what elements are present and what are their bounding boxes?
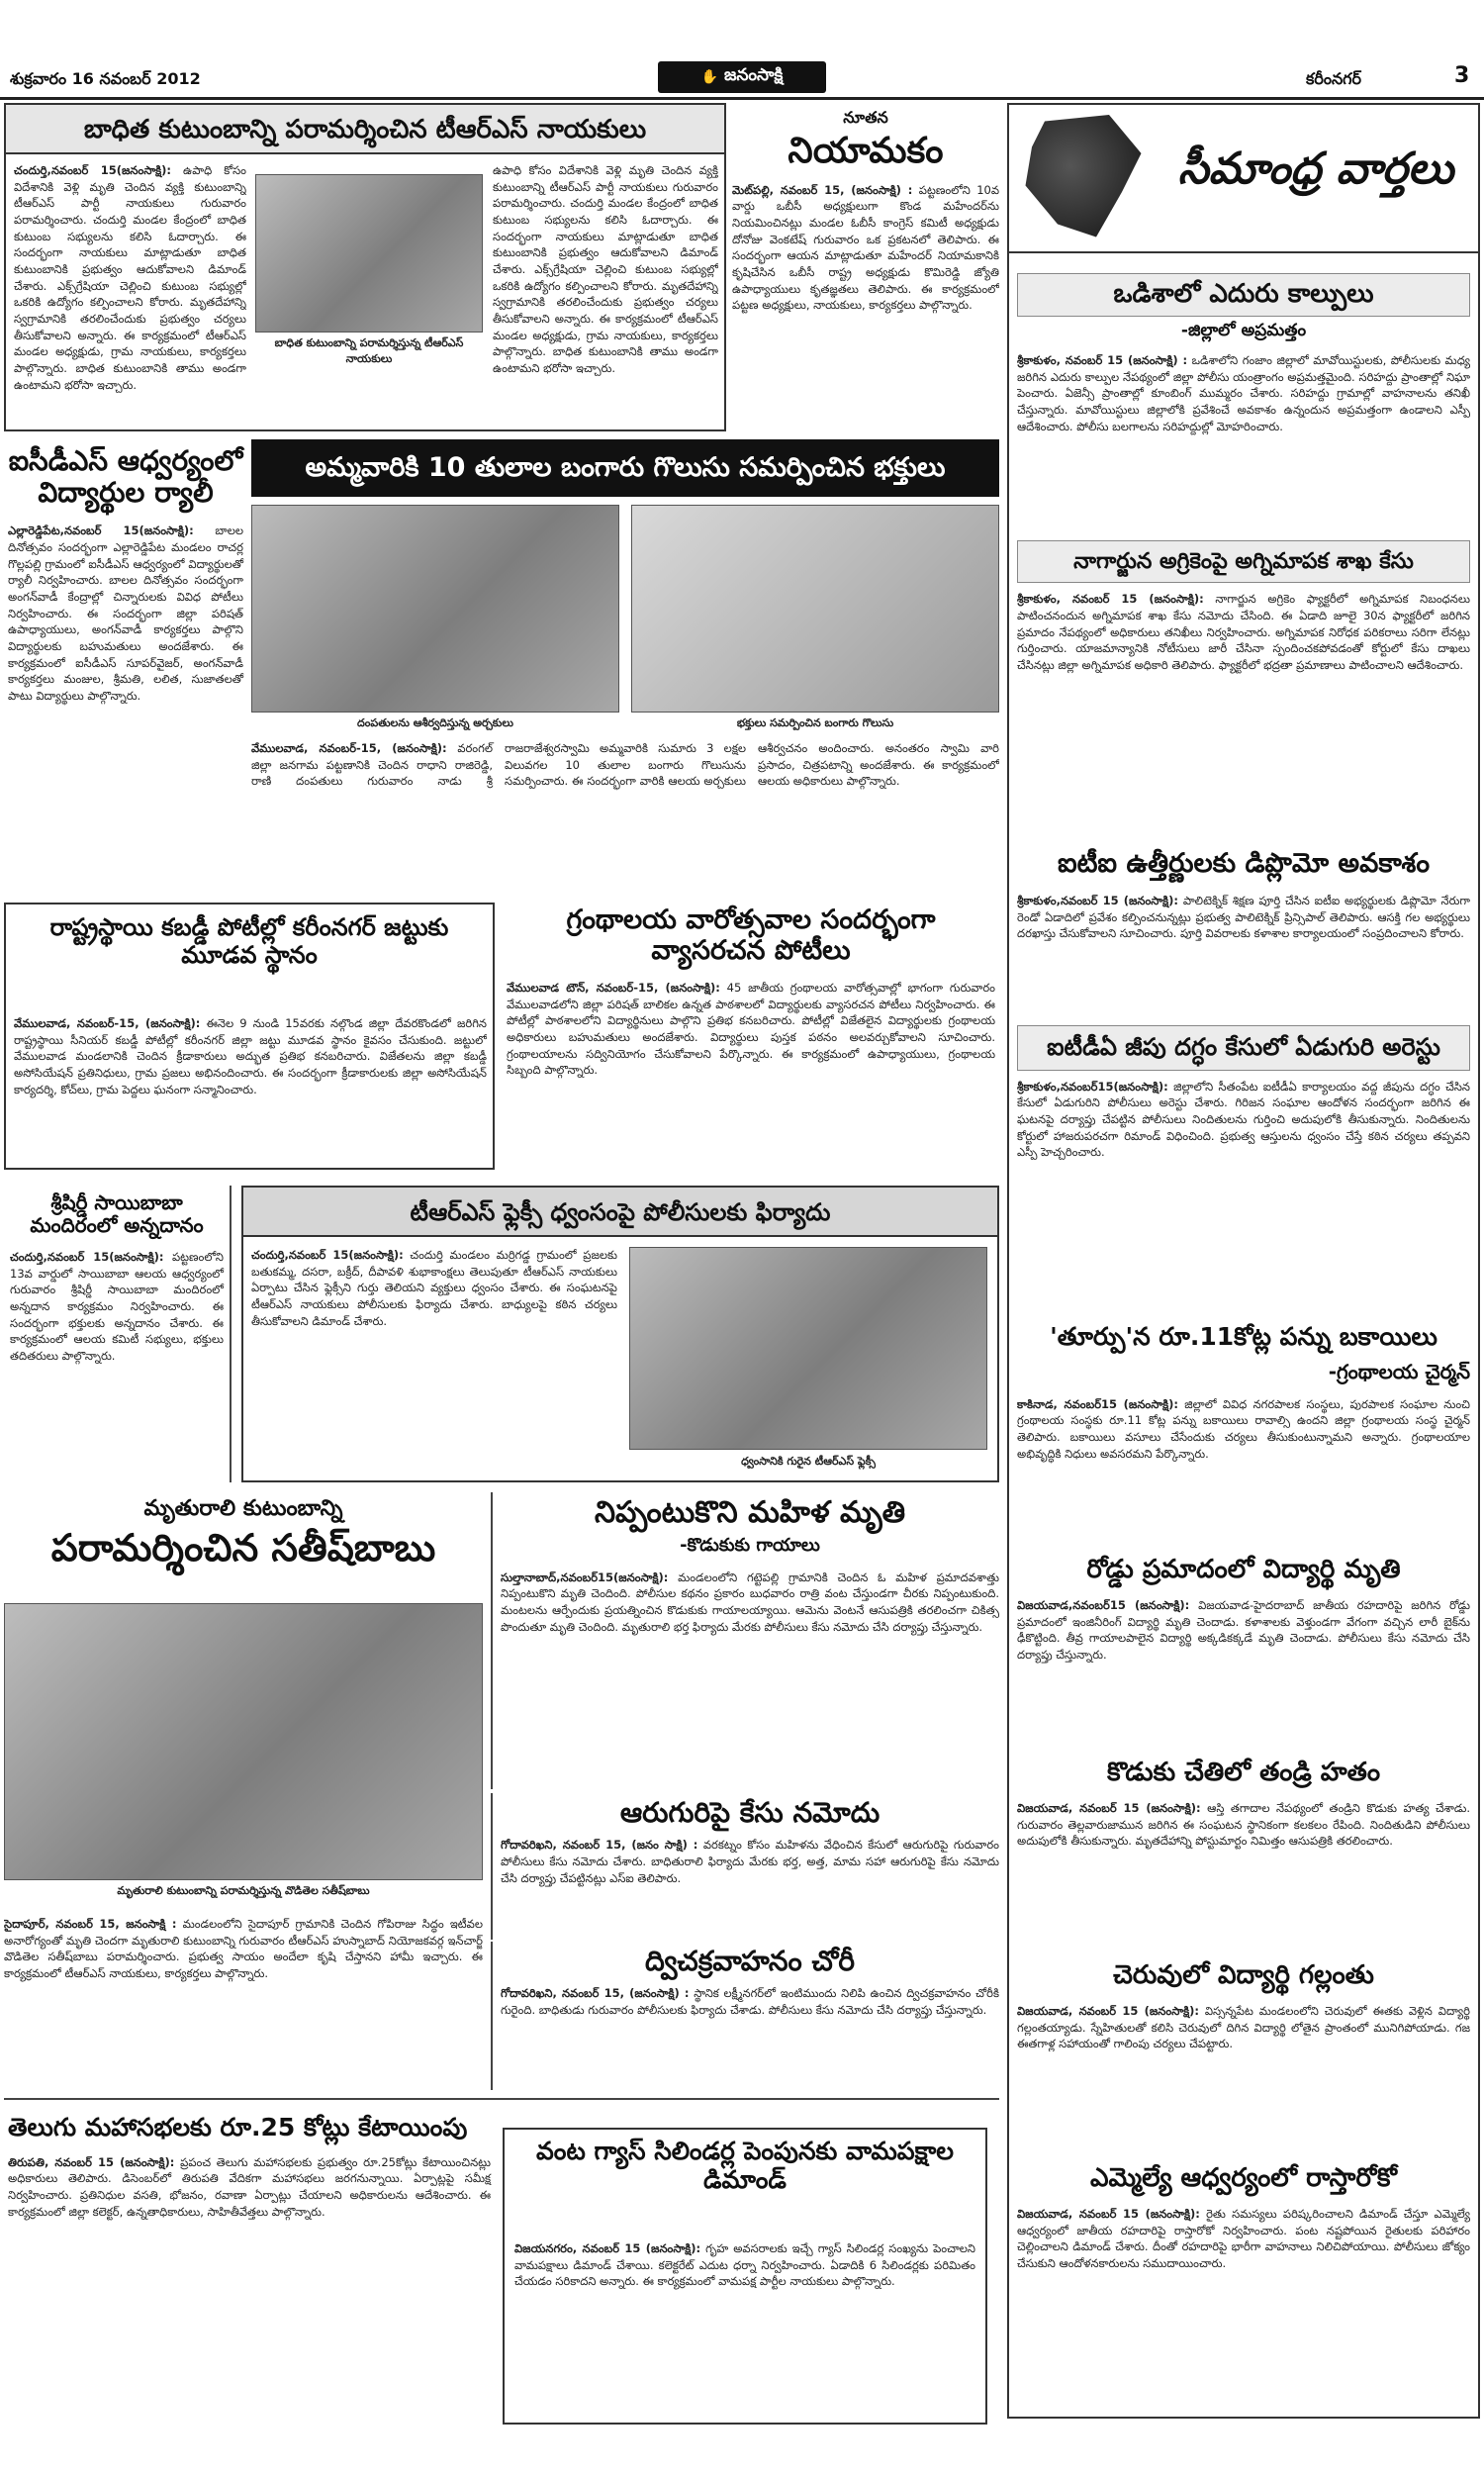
body-text: వరకట్నం కోసం మహిళను వేధించిన కేసులో ఆరుగురిపై గురువారం పోలీసులు కేసు నమోదు చేశారు. బాధితురాలి ఫిర్యాదు మేరకు భర్త, అత్త, మామ సహా ఆరుగురిపై కేసు నమోదు చేసి దర్యాప్తు చేపట్టినట్లు ఎస్ఐ తెలిపారు. <box>501 1838 999 1885</box>
dateline: వేములవాడ, నవంబర్-15, (జనంసాక్షి): <box>14 1016 201 1030</box>
headline: రోడ్డు ప్రమాదంలో విద్యార్థి మృతి <box>1086 1555 1401 1584</box>
subheadline: -జిల్లాలో అప్రమత్తం <box>1180 320 1307 340</box>
dateline: విజయవాడ,నవంబర్15 (జనంసాక్షి): <box>1017 1597 1190 1612</box>
headline: గ్రంథాలయ వారోత్సవాల సందర్భంగా వ్యాసరచన పోటీలు <box>566 904 936 967</box>
dateline: విజయవాడ, నవంబర్ 15 (జనంసాక్షి): <box>1017 2206 1200 2221</box>
article-woman-burn-death <box>491 1492 999 1789</box>
body-text: ఆస్తి తగాదాల నేపథ్యంలో తండ్రిని కొడుకు హత్య చేశాడు. గురువారం తెల్లవారుజామున జరిగిన ఈ సంఘటన స్థానికంగా కలకలం రేపింది. నిందితుడిని పోలీసులు అదుపులోకి తీసుకున్నారు. మృతదేహాన్ని పోస్టుమార్టం నిమిత్తం ఆసుపత్రికి తరలించారు. <box>1017 1800 1470 1849</box>
article-body <box>4 523 247 704</box>
article-library-week <box>503 897 999 1184</box>
headline-small: మృతురాలి కుటుంబాన్ని <box>143 1496 343 1521</box>
masthead-logo <box>658 61 826 93</box>
dateline: శ్రీకాకుళం,నవంబర్15(జనంసాక్షి): <box>1017 1079 1168 1094</box>
section-rule <box>4 2098 999 2100</box>
headline: ఐటీడీఏ జీపు దగ్ధం కేసులో ఏడుగురి అరెస్టు <box>1017 1025 1470 1071</box>
logo-icon: ✋ <box>700 69 719 85</box>
body-text-cont: ఉపాధి కోసం విదేశానికి వెళ్లి మృతి చెందిన వ్యక్తి కుటుంబాన్ని టీఆర్ఎస్ పార్టీ నాయకులు గురువారం పరామర్శించారు. చందుర్తి మండల కేంద్రంలో బాధిత కుటుంబ సభ్యులను కలిసి ఓదార్చారు. ఈ సందర్భంగా నాయకులు మాట్లాడుతూ బాధిత కుటుంబానికి ప్రభుత్వం ఆదుకోవాలని డిమాండ్ చేశారు. ఎక్స్‌గ్రేషియా చెల్లించి కుటుంబ సభ్యుల్లో ఒకరికి ఉద్యోగం కల్పించాలని కోరారు. మృతదేహాన్ని స్వగ్రామానికి తరలించేందుకు ప్రభుత్వం చర్యలు తీసుకోవాలని అన్నారు. ఈ కార్యక్రమంలో టీఆర్ఎస్ మండల అధ్యక్షుడు, గ్రామ నాయకులు, కార్యకర్తలు పాల్గొన్నారు. బాధిత కుటుంబానికి తాము అండగా ఉంటామని భరోసా ఇచ్చారు. <box>493 163 718 376</box>
dateline: చందుర్తి,నవంబర్ 15(జనంసాక్షి): <box>14 163 172 177</box>
headline <box>4 1186 230 1243</box>
masthead <box>0 61 1484 97</box>
photo-torn-flexi <box>629 1247 987 1450</box>
dateline: విజయవాడ, నవంబర్ 15 (జనంసాక్షి): <box>1017 1800 1201 1815</box>
body-text: బాలల దినోత్సవం సందర్భంగా ఎల్లారెడ్డిపేట మండలం రాచర్ల గొల్లపల్లి గ్రామంలో ఐసీడీఎస్ ఆధ్వర్యంలో విద్యార్థులతో ర్యాలీ నిర్వహించారు. బాలల దినోత్సవం సందర్భంగా అంగన్‌వాడీ కేంద్రాల్లో చిన్నారులకు వివిధ పోటీలు నిర్వహించారు. ఈ సందర్భంగా జిల్లా పరిషత్ ఉపాధ్యాయులు, అంగన్‌వాడీ కార్యకర్తలు పాల్గొని విద్యార్థులకు బహుమతులు అందజేశారు. ఈ కార్యక్రమంలో ఐసీడీఎస్ సూపర్‌వైజర్, అంగన్‌వాడీ కార్యకర్తలు మంజుల, శ్రీమతి, లలిత, సుజాతలతో పాటు విద్యార్థులు పాల్గొన్నారు. <box>8 523 244 704</box>
dateline: మెట్‌పల్లి, నవంబర్ 15, (జనంసాక్షి) : <box>732 182 913 197</box>
article-odisha-firing <box>1017 273 1470 530</box>
article-iti-diploma <box>1017 842 1470 1020</box>
dateline: వేములవాడ, నవంబర్-15, (జనంసాక్షి): <box>251 741 447 755</box>
headline: నియామకం <box>788 131 944 172</box>
body-text: 45 జాతీయ గ్రంథాలయ వారోత్సవాల్లో భాగంగా గురువారం వేములవాడలోని జిల్లా పరిషత్ బాలికల ఉన్నత పాఠశాలలో విద్యార్థులకు వ్యాసరచన పోటీలు నిర్వహించారు. ఈ పోటీల్లో పాఠశాలలోని విద్యార్థినులు పాల్గొని ప్రతిభ కనబరిచారు. పోటీల్లో విజేతలైన విద్యార్థులకు గ్రంథాలయ అధికారులు బహుమతులు అందజేశారు. విద్యార్థులు పుస్తక పఠనం అలవర్చుకోవాలని సూచించారు. గ్రంథాలయాలను సద్వినియోగం చేసుకోవాలని పేర్కొన్నారు. ఈ కార్యక్రమంలో ఉపాధ్యాయులు, గ్రంథాలయ సిబ్బంది పాల్గొన్నారు. <box>507 981 995 1078</box>
seemandhra-column <box>1007 103 1480 2419</box>
headline: చెరువులో విద్యార్థి గల్లంతు <box>1113 1960 1374 1990</box>
article-gold-chain <box>251 439 999 895</box>
article-body <box>251 1247 617 1475</box>
article-body <box>732 182 999 314</box>
logo-text: జనంసాక్షి <box>724 65 784 85</box>
body-text: ఉపాధి కోసం విదేశానికి వెళ్లి మృతి చెందిన వ్యక్తి కుటుంబాన్ని టీఆర్ఎస్ పార్టీ నాయకులు గురువారం పరామర్శించారు. చందుర్తి మండల కేంద్రంలో బాధిత కుటుంబ సభ్యులను కలిసి ఓదార్చారు. ఈ సందర్భంగా నాయకులు మాట్లాడుతూ బాధిత కుటుంబానికి ప్రభుత్వం ఆదుకోవాలని డిమాండ్ చేశారు. ఎక్స్‌గ్రేషియా చెల్లించి కుటుంబ సభ్యుల్లో ఒకరికి ఉద్యోగం కల్పించాలని కోరారు. మృతదేహాన్ని స్వగ్రామానికి తరలించేందుకు ప్రభుత్వం చర్యలు తీసుకోవాలని అన్నారు. ఈ కార్యక్రమంలో టీఆర్ఎస్ మండల అధ్యక్షుడు, గ్రామ నాయకులు, కార్యకర్తలు పాల్గొన్నారు. బాధిత కుటుంబానికి తాము అండగా ఉంటామని భరోసా ఇచ్చారు. <box>14 163 246 392</box>
dateline: కాకినాడ, నవంబర్15 (జనంసాక్షి): <box>1017 1396 1178 1411</box>
body-text: ఒడిశాలోని గంజాం జిల్లాలో మావోయిస్టులకు, పోలీసులకు మధ్య జరిగిన ఎదురు కాల్పుల నేపథ్యంలో జిల్లా పోలీసు యంత్రాంగం అప్రమత్తమైంది. సరిహద్దు ప్రాంతాల్లో నిఘా పెంచారు. ఏజెన్సీ ప్రాంతాల్లో కూంబింగ్ ముమ్మరం చేశారు. సరిహద్దు గ్రామాల్లో వాహనాలను తనిఖీ చేస్తున్నారు. మావోయిస్టులు జిల్లాలోకి ప్రవేశించే అవకాశం ఉన్నందున అప్రమత్తంగా ఉండాలని ఎస్పీ ఆదేశించారు. పోలీసు బలగాలను సరిహద్దుల్లో మోహరించారు. <box>1017 352 1470 433</box>
caption-right: భక్తులు సమర్పించిన బంగారు గొలుసు <box>736 716 894 729</box>
kicker: నూతన <box>843 108 888 127</box>
subheadline: -గ్రంథాలయ చైర్మన్ <box>1328 1359 1470 1383</box>
dateline: గోదావరిఖని, నవంబర్ 15, (జనంసాక్షి) : <box>501 1986 690 2001</box>
photo-gold-chain <box>631 505 999 713</box>
body-text: స్థానిక లక్ష్మీనగర్‌లో ఇంటిముందు నిలిపి ఉంచిన ద్విచక్రవాహనం చోరీకి గురైంది. బాధితుడు గురువారం పోలీసులకు ఫిర్యాదు చేశాడు. పోలీసులు కేసు నమోదు చేసి దర్యాప్తు చేస్తున్నారు. <box>501 1986 999 2017</box>
headline: రాష్ట్రస్థాయి కబడ్డీ పోటీల్లో కరీంనగర్ జట్టుకు మూడవ స్థానం <box>49 913 449 969</box>
article-road-accident <box>1017 1550 1470 1748</box>
dateline: చందుర్తి,నవంబర్ 15(జనంసాక్షి): <box>251 1248 404 1262</box>
headline: ఆరుగురిపై కేసు నమోదు <box>619 1796 881 1829</box>
dateline: గోదావరిఖని, నవంబర్ 15, (జనం సాక్షి) : <box>501 1838 698 1853</box>
dateline: ఎల్లారెడ్డిపేట,నవంబర్ 15(జనంసాక్షి): <box>8 523 194 538</box>
body-text: మండలంలోని గట్టెపల్లి గ్రామానికి చెందిన ఓ మహిళ ప్రమాదవశాత్తు నిప్పంటుకొని మృతి చెందింది. పోలీసుల కథనం ప్రకారం బుధవారం రాత్రి వంట చేస్తుండగా చీరకు నిప్పంటుకుంది. మంటలను ఆర్పేందుకు ప్రయత్నించిన కొడుకుకు గాయాలయ్యాయి. ఆమెను వెంటనే ఆసుపత్రికి తరలించగా చికిత్స పొందుతూ మృతి చెందింది. మృతురాలి భర్త ఫిర్యాదు మేరకు పోలీసులు కేసు నమోదు చేసి దర్యాప్తు చేస్తున్నారు. <box>501 1570 999 1634</box>
article-trs-visit <box>4 103 726 431</box>
subheadline: -కొడుకుకు గాయాలు <box>680 1534 820 1556</box>
body-text: గృహ అవసరాలకు ఇచ్చే గ్యాస్ సిలిండర్ల సంఖ్యను పెంచాలని వామపక్షాలు డిమాండ్ చేశాయి. కలెక్టరేట్ ఎదుట ధర్నా నిర్వహించారు. ఏడాదికి 6 సిలిండర్లకు పరిమితం చేయడం సరికాదని అన్నారు. ఈ కార్యక్రమంలో వామపక్ష పార్టీల నాయకులు పాల్గొన్నారు. <box>514 2241 975 2289</box>
article-body <box>1017 1597 1470 1664</box>
headline: ద్విచక్రవాహనం చోరీ <box>645 1945 855 1977</box>
dateline: శ్రీకాకుళం,నవంబర్ 15 (జనంసాక్షి): <box>1017 894 1179 908</box>
body-text: మండలంలోని సైదాపూర్ గ్రామానికి చెందిన గోపిరాజు సిద్ధం ఇటీవల అనారోగ్యంతో మృతి చెందగా మృతురాలి కుటుంబాన్ని గురువారం టీఆర్ఎస్ హుస్నాబాద్ నియోజకవర్గ ఇన్‌చార్జ్ వొడితెల సతీష్‌బాబు పరామర్శించారు. ప్రభుత్వ సాయం అందేలా కృషి చేస్తానని హామీ ఇచ్చారు. ఈ కార్యక్రమంలో టీఆర్ఎస్ నాయకులు, కార్యకర్తలు పాల్గొన్నారు. <box>4 1917 483 1981</box>
article-father-killed <box>1017 1753 1470 1951</box>
body-text: ఈనెల 9 నుండి 15వరకు నల్గొండ జిల్లా దేవరకొండలో జరిగిన రాష్ట్రస్థాయి సీనియర్ కబడ్డీ పోటీల్లో కరీంనగర్ జిల్లా జట్టు మూడవ స్థానం కైవసం చేసుకుంది. జట్టులో వేములవాడ మండలానికి చెందిన క్రీడాకారులు అద్భుత ప్రతిభ కనబరిచారు. విజేతలను జిల్లా కబడ్డీ అసోసియేషన్ ప్రతినిధులు, గ్రామ ప్రజలు అభినందించారు. ఈ సందర్భంగా క్రీడాకారులకు జిల్లా అసోసియేషన్ కార్యదర్శి, కోచ్‌లు, గ్రామ పెద్దలు ఘనంగా సన్మానించారు. <box>14 1016 487 1096</box>
headline: నిప్పంటుకొని మహిళ మృతి <box>594 1495 906 1530</box>
photo-caption: మృతురాలి కుటుంబాన్ని పరామర్శిస్తున్న వొడితెల సతీష్‌బాబు <box>117 1884 370 1897</box>
article-body <box>503 980 999 1079</box>
headline-text: శ్రీషిర్డీ సాయిబాబా మందిరంలో అన్నదానం <box>30 1190 204 1237</box>
article-body <box>501 1985 999 2018</box>
photo-couple-blessing <box>251 505 619 713</box>
body-text: చందుర్తి మండలం మర్రిగడ్డ గ్రామంలో ప్రజలకు బతుకమ్మ, దసరా, బక్రీద్, దీపావళి శుభాకాంక్షలు తెలుపుతూ టీఆర్ఎస్ నాయకులు ఏర్పాటు చేసిన ఫ్లెక్సీని గుర్తు తెలియని వ్యక్తులు ధ్వంసం చేశారు. ఈ సంఘటనపై టీఆర్ఎస్ నాయకులు పోలీసులకు ఫిర్యాదు చేశారు. బాధ్యులపై కఠిన చర్యలు తీసుకోవాలని డిమాండ్ చేశారు. <box>251 1248 617 1328</box>
article-bike-theft <box>491 1942 999 2090</box>
headline: తెలుగు మహాసభలకు రూ.25 కోట్లు కేటాయింపు <box>8 2113 468 2141</box>
headline: కొడుకు చేతిలో తండ్రి హతం <box>1106 1758 1381 1787</box>
page-number: 3 <box>1454 63 1470 88</box>
article-body <box>4 2154 495 2221</box>
article-body <box>1017 352 1470 434</box>
dateline: శ్రీకాకుళం, నవంబర్ 15 (జనంసాక్షి): <box>1017 592 1204 607</box>
article-body <box>251 740 999 889</box>
dateline: విజయనగరం, నవంబర్ 15 (జనంసాక్షి): <box>514 2241 701 2255</box>
article-body <box>1017 2206 1470 2272</box>
body-text: జిల్లాలో వివిధ నగరపాలక సంస్థలు, పురపాలక సంఘాల నుంచి గ్రంథాలయ సంస్థకు రూ.11 కోట్ల పన్ను బకాయిలు రావాల్సి ఉందని జిల్లా గ్రంథాలయ సంస్థ చైర్మన్ తెలిపారు. బకాయిలు వసూలు చేసేందుకు చర్యలు తీసుకుంటున్నామని అన్నారు. గ్రంథాలయాల అభివృద్ధికి నిధులు అవసరమని పేర్కొన్నారు. <box>1017 1396 1470 1461</box>
masthead-date: శుక్రవారం 16 నవంబర్ 2012 <box>10 69 201 88</box>
body-text: పట్టణంలోని 10వ వార్డు ఒబీసీ అధ్యక్షులుగా కొండ మహేందర్‌ను నియమించినట్లు మండల ఓబీసీ కాంగ్రెస్ కమిటీ అధ్యక్షుడు దోనోజు వెంకటేష్ గురువారం ఒక ప్రకటనలో తెలిపారు. ఈ సందర్భంగా ఆయన మాట్లాడుతూ మహేందర్ నియామకానికి కృషిచేసిన ఒబీసీ రాష్ట్ర అధ్యక్షుడు కొమిరెడ్డి జ్యోతి ఉపాధ్యాయులు కృతజ్ఞతలు తెలిపారు. ఈ కార్యక్రమంలో పట్టణ అధ్యక్షులు, నాయకులు, కార్యకర్తలు పాల్గొన్నారు. <box>732 182 999 313</box>
body-text: రైతు సమస్యలు పరిష్కరించాలని డిమాండ్ చేస్తూ ఎమ్మెల్యే ఆధ్వర్యంలో జాతీయ రహదారిపై రాస్తారోకో నిర్వహించారు. పంట నష్టపోయిన రైతులకు పరిహారం చెల్లించాలని డిమాండ్ చేశారు. దీంతో రహదారిపై భారీగా వాహనాలు నిలిచిపోయాయి. పోలీసులు జోక్యం చేసుకుని ఆందోళనకారులను సముదాయించారు. <box>1017 2206 1470 2270</box>
photo-caption: బాధిత కుటుంబాన్ని పరామర్శిస్తున్న టీఆర్ఎస్ నాయకులు <box>274 336 464 365</box>
dateline: సుల్తానాబాద్,నవంబర్15(జనంసాక్షి): <box>501 1570 669 1584</box>
photo-condolence-visit <box>4 1603 483 1880</box>
article-body <box>1017 1396 1470 1463</box>
article-body-cont <box>493 162 718 425</box>
photo-caption: ధ్వంసానికి గురైన టీఆర్ఎస్ ఫ్లెక్సీ <box>741 1455 876 1468</box>
article-body <box>1017 1079 1470 1161</box>
body-text: జిల్లాలోని సీతంపేట ఐటీడీఏ కార్యాలయం వద్ద జీపును దగ్ధం చేసిన కేసులో ఏడుగురిని పోలీసులు అరెస్టు చేశారు. గిరిజన సంఘాల ఆందోళన సందర్భంగా జరిగిన ఈ ఘటనపై దర్యాప్తు చేపట్టిన పోలీసులు నిందితులను గుర్తించి అదుపులోకి తీసుకున్నారు. నిందితులను కోర్టులో హాజరుపరచగా రిమాండ్ విధించింది. ప్రభుత్వ ఆస్తులను ధ్వంసం చేస్తే కఠిన చర్యలు తప్పవని ఎస్పీ హెచ్చరించారు. <box>1017 1079 1470 1160</box>
article-tax-arrears <box>1017 1317 1470 1545</box>
dateline: శ్రీకాకుళం, నవంబర్ 15 (జనంసాక్షి) : <box>1017 352 1188 367</box>
dateline: విజయవాడ, నవంబర్ 15 (జనంసాక్షి): <box>1017 2003 1199 2018</box>
body-text: నాగార్జున అగ్రికెం ఫ్యాక్టరీలో అగ్నిమాపక నిబంధనలు పాటించనందున అగ్నిమాపక శాఖ కేసు నమోదు చేసింది. ఈ ఏడాది జూలై 30న ఫ్యాక్టరీలో జరిగిన ప్రమాదం నేపథ్యంలో అధికారులు తనిఖీలు నిర్వహించారు. అగ్నిమాపక నిరోధక పరికరాలు సరిగా లేనట్లు గుర్తించారు. యాజమాన్యానికి నోటీసులు జారీ చేసినా స్పందించకపోవడంతో కోర్టులో కేసు దాఖలు చేసినట్లు జిల్లా అగ్నిమాపక అధికారి తెలిపారు. ఫ్యాక్టరీలో భద్రతా ప్రమాణాలు పాటించాలని ఆదేశించారు. <box>1017 592 1470 672</box>
photo-trs-leaders <box>255 174 483 333</box>
article-telugu-conference <box>4 2106 495 2472</box>
article-body <box>1017 1800 1470 1850</box>
body-text: పట్టణంలోని 13వ వార్డులో సాయిబాబా ఆలయ ఆధ్వర్యంలో గురువారం శ్రీషిర్డీ సాయిబాబా మందిరంలో అన్నదాన కార్యక్రమం నిర్వహించారు. ఈ సందర్భంగా భక్తులకు అన్నదానం చేశారు. ఈ కార్యక్రమంలో ఆలయ కమిటీ సభ్యులు, భక్తులు తదితరులు పాల్గొన్నారు. <box>10 1250 224 1364</box>
article-body <box>501 1570 999 1636</box>
headline: ఎమ్మెల్యే ఆధ్వర్యంలో రాస్తారోకో <box>1090 2163 1397 2193</box>
article-mla-rasta-roko <box>1017 2158 1470 2411</box>
article-itda-jeep <box>1017 1025 1470 1312</box>
masthead-rule <box>0 97 1484 100</box>
article-body <box>14 1015 487 1164</box>
article-body <box>4 1916 483 2094</box>
article-six-booked <box>491 1793 999 1940</box>
seemandhra-header <box>1009 105 1478 253</box>
headline: ఒడిశాలో ఎదురు కాల్పులు <box>1017 273 1470 317</box>
article-body <box>501 1837 999 1886</box>
dateline: సైదాపూర్, నవంబర్ 15, జనంసాక్షి : <box>4 1917 177 1931</box>
headline: ఐసీడీఎస్ ఆధ్వర్యంలో విద్యార్థుల ర్యాలీ <box>8 444 243 510</box>
body-text: పాలిటెక్నిక్ శిక్షణ పూర్తి చేసిన ఐటీఐ అభ్యర్థులకు డిప్లొమో నేరుగా రెండో ఏడాదిలో ప్రవేశం కల్పించనున్నట్లు ప్రభుత్వ పాలిటెక్నిక్ ప్రిన్సిపాల్ తెలిపారు. ఆసక్తి గల అభ్యర్థులు దరఖాస్తు చేసుకోవాలని సూచించారు. పూర్తి వివరాలకు కళాశాల కార్యాలయంలో సంప్రదించాలని కోరారు. <box>1017 894 1470 941</box>
article-body <box>4 1249 230 1365</box>
seemandhra-title: సీమాంధ్ర వార్తలు <box>1177 143 1454 194</box>
dateline: చందుర్తి,నవంబర్ 15(జనంసాక్షి): <box>10 1250 164 1264</box>
article-nagarjuna-agrichem <box>1017 540 1470 837</box>
headline: నాగార్జున అగ్రికెంపై అగ్నిమాపక శాఖ కేసు <box>1017 540 1470 583</box>
body-text: విజయవాడ-హైదరాబాద్ జాతీయ రహదారిపై జరిగిన రోడ్డు ప్రమాదంలో ఇంజినీరింగ్ విద్యార్థి మృతి చెందాడు. కళాశాలకు వెళ్తుండగా వేగంగా వచ్చిన లారీ బైక్‌ను ఢీకొట్టింది. తీవ్ర గాయాలపాలైన విద్యార్థి అక్కడికక్కడే మృతి చెందాడు. పోలీసులు కేసు నమోదు చేసి దర్యాప్తు చేస్తున్నారు. <box>1017 1597 1470 1662</box>
body-text: విస్సన్నపేట మండలంలోని చెరువులో ఈతకు వెళ్లిన విద్యార్థి గల్లంతయ్యాడు. స్నేహితులతో కలిసి చెరువులో దిగిన విద్యార్థి లోతైన ప్రాంతంలో మునిగిపోయాడు. గజ ఈతగాళ్ల సహాయంతో గాలింపు చర్యలు చేపట్టారు. <box>1017 2003 1470 2051</box>
article-icds-rally <box>4 439 247 895</box>
article-flexi-complaint <box>241 1186 999 1482</box>
article-kabaddi <box>4 903 495 1170</box>
headline: 'తూర్పు'న రూ.11కోట్ల పన్ను బకాయిలు <box>1050 1322 1438 1351</box>
headline: టీఆర్ఎస్ ఫ్లెక్సీ ధ్వంసంపై పోలీసులకు ఫిర్యాదు <box>243 1188 997 1237</box>
body-text: వరంగల్ జిల్లా జనగామ పట్టణానికి చెందిన రాధాని రాజిరెడ్డి, రాణి దంపతులు గురువారం నాడు శ్రీ రాజరాజేశ్వరస్వామి అమ్మవారికి సుమారు 3 లక్షల విలువగల 10 తులాల బంగారు గొలుసును సమర్పించారు. ఈ సందర్భంగా వారికి ఆలయ అర్చకులు ఆశీర్వచనం అందించారు. అనంతరం స్వామి వారి ప్రసాదం, చిత్రపటాన్ని అందజేశారు. ఈ కార్యక్రమంలో ఆలయ అధికారులు పాల్గొన్నారు. <box>251 741 999 789</box>
article-appointment <box>732 103 999 431</box>
article-body <box>1017 893 1470 942</box>
article-body <box>514 2240 975 2419</box>
article-gas-cylinders <box>503 2128 987 2425</box>
body-text: ప్రపంచ తెలుగు మహాసభలకు ప్రభుత్వం రూ.25కోట్లు కేటాయించినట్లు అధికారులు తెలిపారు. డిసెంబర్‌లో తిరుపతి వేదికగా మహాసభలు జరగనున్నాయి. ఏర్పాట్లపై సమీక్ష నిర్వహించారు. ప్రతినిధుల వసతి, భోజనం, రవాణా ఏర్పాట్లు చేయాలని అధికారులను ఆదేశించారు. ఈ కార్యక్రమంలో జిల్లా కలెక్టర్, ఉన్నతాధికారులు, సాహితీవేత్తలు పాల్గొన్నారు. <box>8 2154 491 2219</box>
headline: వంట గ్యాస్ సిలిండర్ల పెంపునకు వామపక్షాల డిమాండ్ <box>536 2137 954 2194</box>
masthead-edition: కరీంనగర్ <box>1306 69 1362 88</box>
dateline: తిరుపతి, నవంబర్ 15 (జనంసాక్షి): <box>8 2154 175 2169</box>
article-body <box>14 162 246 425</box>
caption-left: దంపతులను ఆశీర్వదిస్తున్న అర్చకులు <box>357 716 513 729</box>
article-body <box>1017 2003 1470 2052</box>
headline-big: పరామర్శించిన సతీష్‌బాబు <box>50 1526 436 1570</box>
article-body <box>1017 591 1470 673</box>
headline: ఐటీఐ ఉత్తీర్ణులకు డిప్లొమో అవకాశం <box>1057 848 1431 879</box>
andhra-map-icon <box>1019 115 1148 243</box>
article-annadanam <box>4 1186 232 1482</box>
dateline: వేములవాడ టౌన్, నవంబర్-15, (జనంసాక్షి): <box>507 981 720 996</box>
article-student-drowned <box>1017 1955 1470 2153</box>
headline-banner: అమ్మవారికి 10 తులాల బంగారు గొలుసు సమర్పించిన భక్తులు <box>251 439 999 497</box>
headline: బాధిత కుటుంబాన్ని పరామర్శించిన టీఆర్ఎస్ నాయకులు <box>6 105 724 154</box>
article-satish-babu <box>4 1492 483 2096</box>
